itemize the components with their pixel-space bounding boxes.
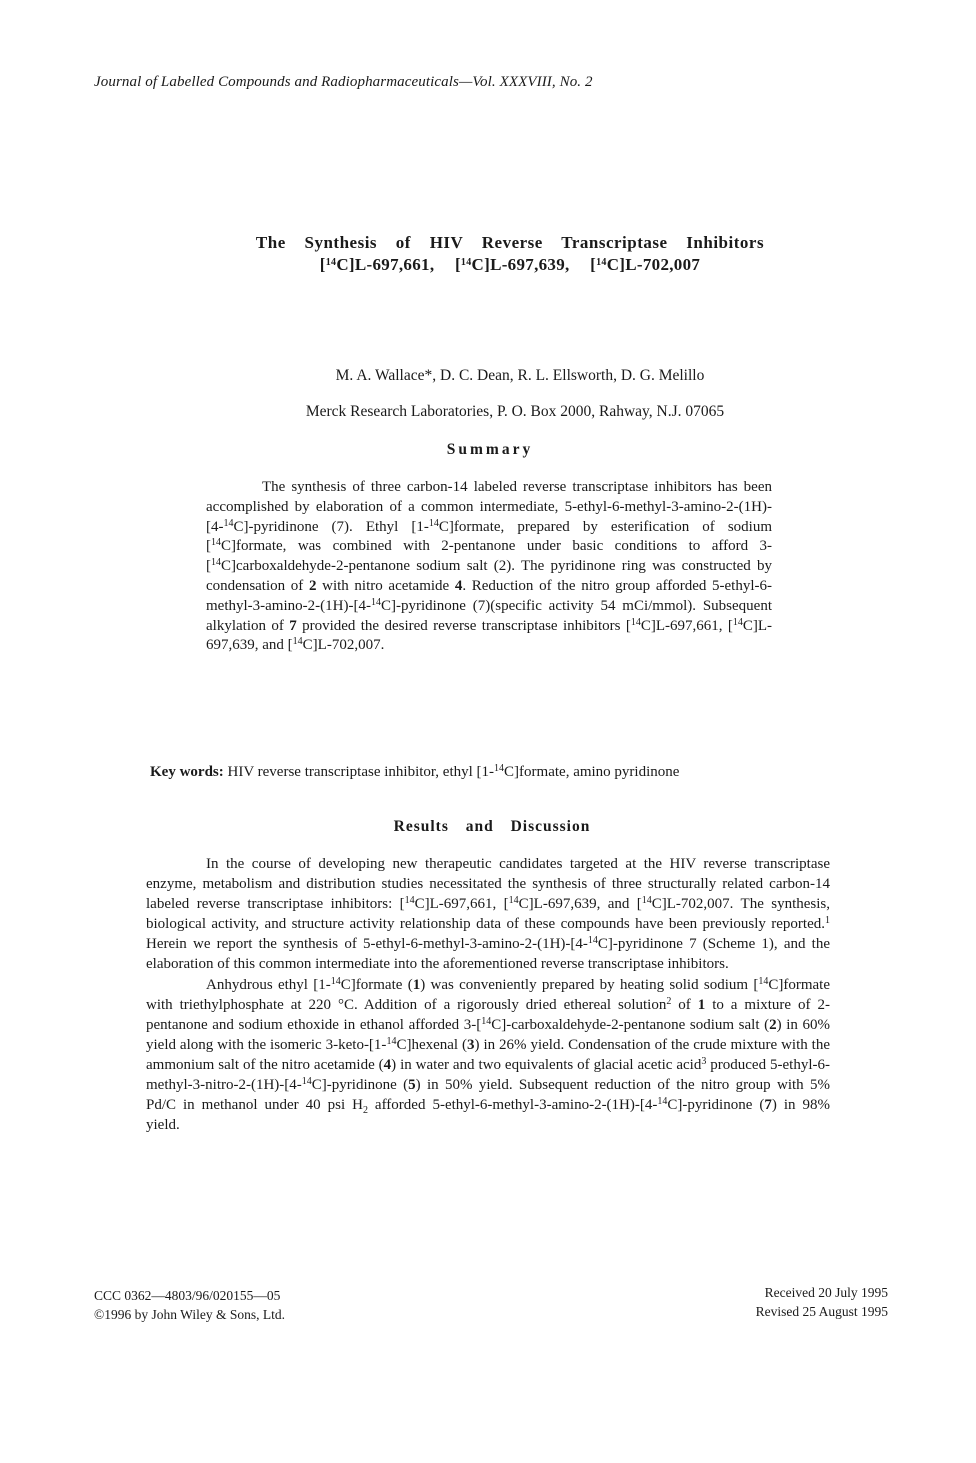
abstract-paragraph: The synthesis of three carbon-14 labeled reverse transcriptase inhibitors has been accomplished by elaboration of a common intermediate, 5-ethyl-6-methyl-3-amino-2-(1H)-[4-$^{14}$C]-pyridinone (7). Ethyl [1-$^{14}$C]formate, prepared by esterification of sodium [$^{14}$C]formate, was combined with 2-pentanone under basic conditions to afford 3-[$^{14}$C]carboxaldehyde-2-pentanone sodium salt (2). The pyridinone ring was constructed by condensation of 2 with nitro acetamide 4. Reduction of the nitro group afforded 5-ethyl-6-methyl-3-amino-2-(1H)-[4-$^{14}$C]-pyridinone (7)(specific activity 54 mCi/mmol). Subsequent alkylation of 7 provided the desired reverse transcriptase inhibitors [$^{14}$C]L-697,661, [$^{14}$C]L-697,639, and [$^{14}$C]L-702,007.	[206, 479, 773, 654]
title-line-2	[150, 254, 870, 276]
keywords-label: Key words:	[150, 764, 224, 780]
title-line-1: The Synthesis of HIV Reverse Transcriptase Inhibitors	[255, 233, 765, 252]
keywords: Key words: HIV reverse transcriptase inhibitor, ethyl [1-$^{14}$C]formate, amino pyridinone	[150, 763, 680, 780]
body-paragraph-1: In the course of developing new therapeutic candidates targeted at the HIV reverse transcriptase enzyme, metabolism and distribution studies necessitated the synthesis of three structurally related carbon-14 labeled reverse transcriptase inhibitors: [$^{14}$C]L-697,661, [$^{14}$C]L-697,639, and [$^{14}$C]L-702,007. The synthesis, biological activity, and structure activity relationship data of these compounds have been previously reported.$^1$ Herein we report the synthesis of 5-ethyl-6-methyl-3-amino-2-(1H)-[4-$^{14}$C]-pyridinone 7 (Scheme 1), and the elaboration of this common intermediate into the aforementioned reverse transcriptase inhibitors.	[146, 856, 831, 973]
running-head: Journal of Labelled Compounds and Radiopharmaceuticals—Vol. XXXVIII, No. 2	[94, 74, 593, 90]
title-compound-2: [$^{14}$C]L-697,639,	[454, 255, 570, 274]
title-compound-3: [$^{14}$C]L-702,007	[590, 255, 701, 274]
ccc-code: CCC 0362—4803/96/020155—05	[94, 1288, 281, 1303]
results-heading: Results and Discussion	[393, 818, 591, 835]
footer-left	[94, 1286, 285, 1324]
received-date: Received 20 July 1995	[764, 1285, 888, 1300]
affiliation: Merck Research Laboratories, P. O. Box 2000, Rahway, N.J. 07065	[305, 403, 725, 420]
copyright-line: ©1996 by John Wiley & Sons, Ltd.	[94, 1307, 285, 1322]
title-compound-1: [$^{14}$C]L-697,661,	[319, 255, 435, 274]
body-paragraph-2: Anhydrous ethyl [1-$^{14}$C]formate (1) was conveniently prepared by heating solid sodium [$^{14}$C]formate with triethylphosphate at 220 °C. Addition of a rigorously dried ethereal solution$^2$ of 1 to a mixture of 2-pentanone and sodium ethoxide in ethanol afforded 3-[$^{14}$C]-carboxaldehyde-2-pentanone sodium salt (2) in 60% yield along with the isomeric 3-keto-[1-$^{14}$C]hexenal (3) in 26% yield. Condensation of the crude mixture with the ammonium salt of the nitro acetamide (4) in water and two equivalents of glacial acetic acid$^3$ produced 5-ethyl-6-methyl-3-nitro-2-(1H)-[4-$^{14}$C]-pyridinone (5) in 50% yield. Subsequent reduction of the nitro group with 5% Pd/C in methanol under 40 psi $H_2$ afforded 5-ethyl-6-methyl-3-amino-2-(1H)-[4-$^{14}$C]-pyridinone (7) in 98% yield.	[146, 975, 831, 1134]
revised-date: Revised 25 August 1995	[755, 1304, 888, 1319]
paper-title	[150, 232, 870, 276]
body-text	[146, 854, 830, 1135]
abstract	[206, 478, 772, 656]
author-list: M. A. Wallace*, D. C. Dean, R. L. Ellsworth, D. G. Melillo	[335, 367, 705, 384]
summary-heading: Summary	[446, 441, 534, 458]
footer-right	[756, 1283, 888, 1321]
